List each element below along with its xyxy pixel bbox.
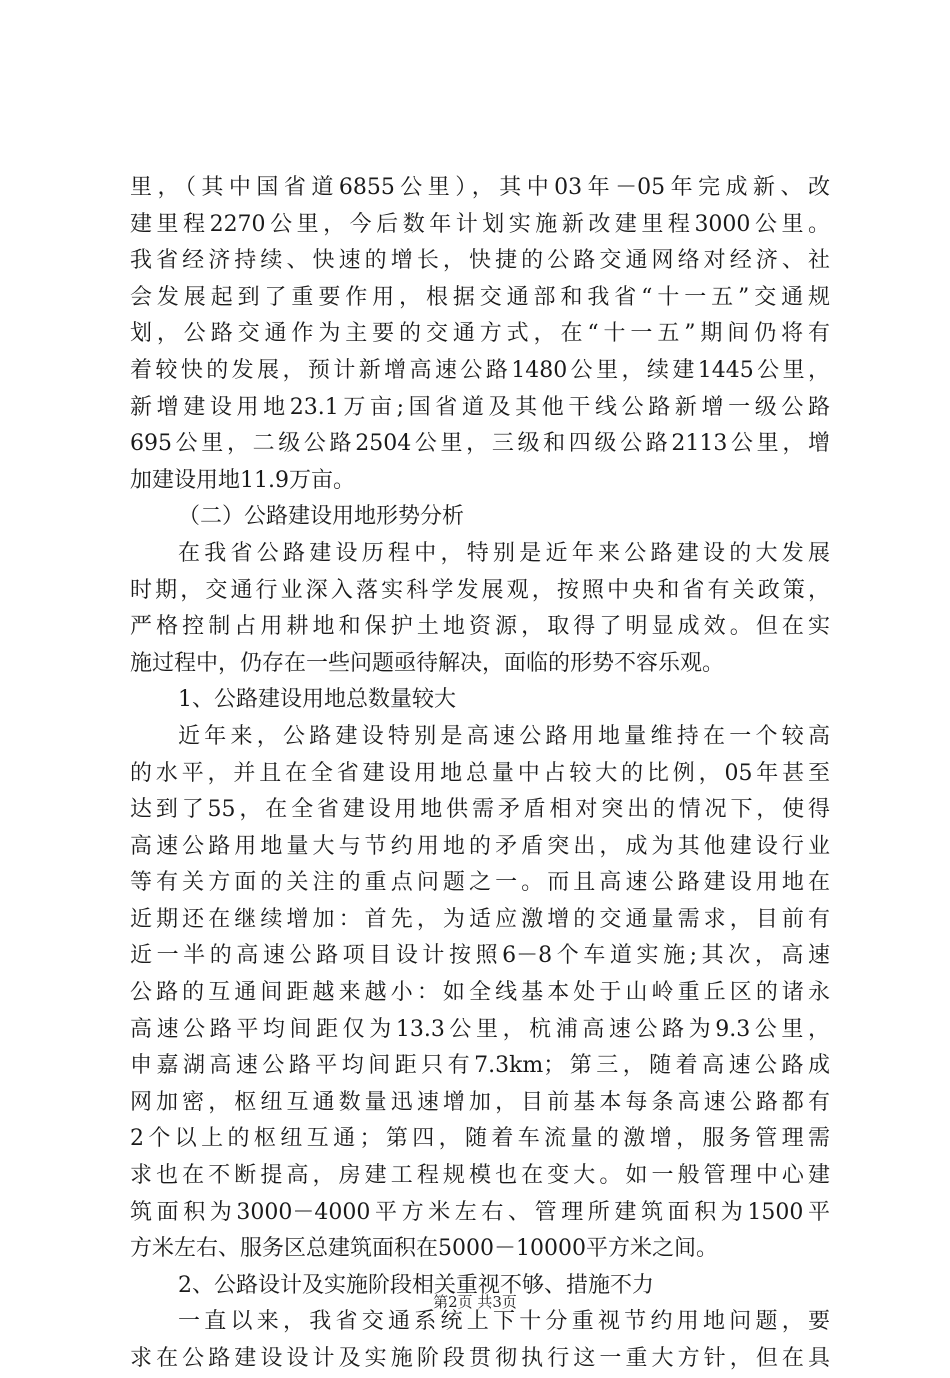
text-line: 近年来，公路建设特别是高速公路用地量维持在一个较高 bbox=[178, 723, 830, 749]
text-line: 会发展起到了重要作用，根据交通部和我省“十一五”交通规 bbox=[130, 284, 830, 310]
text-line: 近期还在继续增加：首先，为适应激增的交通量需求，目前有 bbox=[130, 906, 830, 932]
text-line: 的水平，并且在全省建设用地总量中占较大的比例，05年甚至 bbox=[130, 760, 830, 786]
text-line: 时期，交通行业深入落实科学发展观，按照中央和省有关政策， bbox=[130, 577, 830, 603]
text-line: 申嘉湖高速公路平均间距只有7.3km；第三，随着高速公路成 bbox=[130, 1053, 830, 1079]
text-line: 网加密，枢纽互通数量迅速增加，目前基本每条高速公路都有 bbox=[130, 1089, 830, 1115]
text-line: 里，（其中国省道6855公里），其中03年－05年完成新、改 bbox=[130, 175, 830, 200]
text-line: 等有关方面的关注的重点问题之一。而且高速公路建设用地在 bbox=[130, 870, 830, 896]
document-body bbox=[130, 170, 830, 1378]
text-line: 划，公路交通作为主要的交通方式，在“十一五”期间仍将有 bbox=[130, 321, 830, 347]
text-line: （二）公路建设用地形势分析 bbox=[178, 504, 465, 530]
text-line: 2、公路设计及实施阶段相关重视不够、措施不力 bbox=[178, 1272, 654, 1298]
text-line: 在我省公路建设历程中，特别是近年来公路建设的大发展 bbox=[178, 540, 830, 566]
text-line: 一直以来，我省交通系统上下十分重视节约用地问题，要 bbox=[178, 1309, 830, 1335]
page-footer: 第2页 共3页 bbox=[433, 1293, 517, 1311]
text-line: 高速公路平均间距仅为13.3公里，杭浦高速公路为9.3公里， bbox=[130, 1016, 830, 1042]
text-line: 着较快的发展，预计新增高速公路1480公里，续建1445公里， bbox=[130, 357, 830, 383]
text-line: 求也在不断提高，房建工程规模也在变大。如一般管理中心建 bbox=[130, 1163, 830, 1189]
text-line: 求在公路建设设计及实施阶段贯彻执行这一重大方针，但在具 bbox=[130, 1346, 830, 1371]
text-line: 施过程中，仍存在一些问题亟待解决，面临的形势不容乐观。 bbox=[130, 650, 725, 676]
text-line: 达到了55，在全省建设用地供需矛盾相对突出的情况下，使得 bbox=[130, 797, 830, 823]
text-line: 2个以上的枢纽互通；第四，随着车流量的激增，服务管理需 bbox=[130, 1126, 830, 1152]
text-line: 新增建设用地23.1万亩;国省道及其他干线公路新增一级公路 bbox=[130, 394, 830, 420]
text-line: 我省经济持续、快速的增长，快捷的公路交通网络对经济、社 bbox=[130, 248, 830, 274]
text-line: 695公里，二级公路2504公里，三级和四级公路2113公里，增 bbox=[130, 431, 830, 457]
text-line: 筑面积为3000－4000平方米左右、管理所建筑面积为1500平 bbox=[130, 1199, 830, 1225]
text-line: 严格控制占用耕地和保护土地资源，取得了明显成效。但在实 bbox=[130, 614, 830, 640]
text-line: 公路的互通间距越来越小：如全线基本处于山岭重丘区的诸永 bbox=[130, 980, 830, 1006]
text-line: 加建设用地11.9万亩。 bbox=[130, 467, 355, 493]
text-line: 1、公路建设用地总数量较大 bbox=[178, 687, 456, 713]
text-line: 高速公路用地量大与节约用地的矛盾突出，成为其他建设行业 bbox=[130, 833, 830, 859]
text-line: 建里程2270公里，今后数年计划实施新改建里程3000公里。 bbox=[130, 211, 830, 237]
text-line: 近一半的高速公路项目设计按照6－8个车道实施;其次，高速 bbox=[130, 943, 830, 969]
text-line: 方米左右、服务区总建筑面积在5000－10000平方米之间。 bbox=[130, 1236, 718, 1262]
